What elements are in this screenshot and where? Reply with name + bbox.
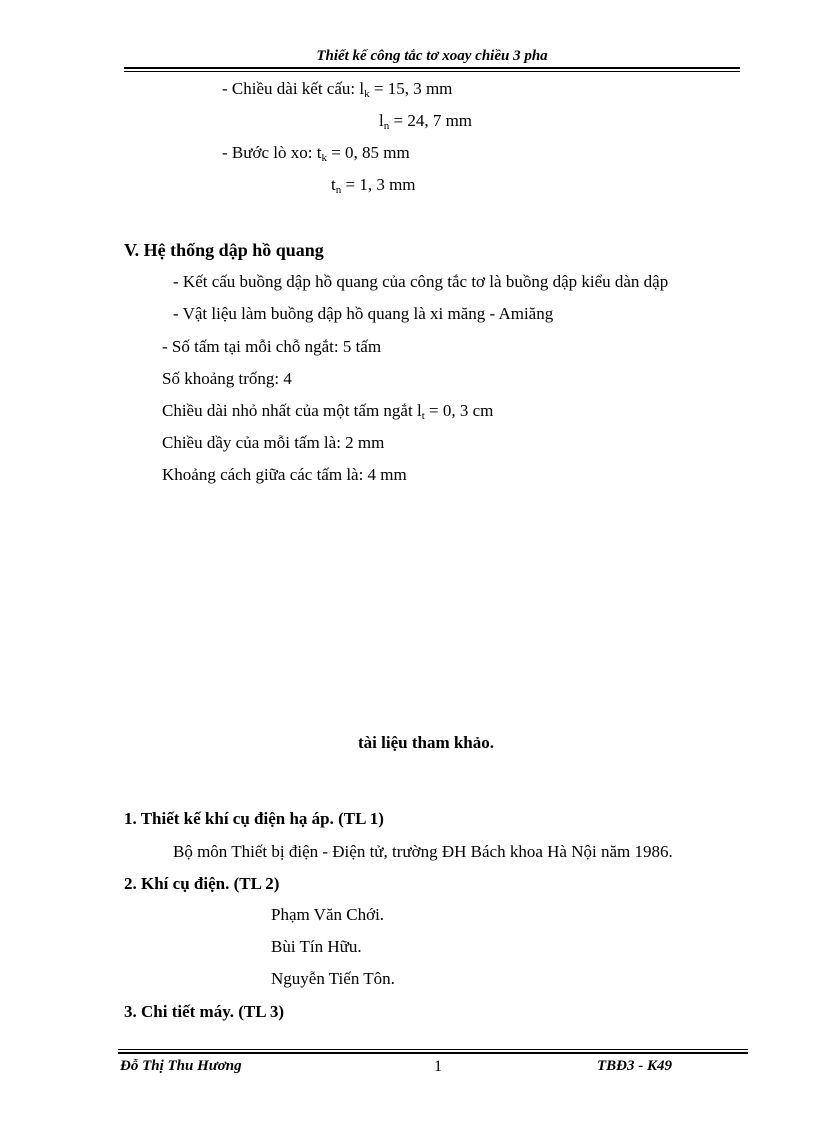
section5-heading: V. Hệ thống dập hồ quang [124,240,324,260]
ref3-title: 3. Chi tiết máy. (TL 3) [124,1002,285,1021]
spring-length-label: - Chiều dài kết cấu: [222,79,360,98]
header-rule-thin [124,71,740,72]
lt-symbol: l [416,401,422,420]
section5-line5-prefix: Chiều dài nhỏ nhất của một tấm ngắt [162,401,417,420]
section5-line3: - Số tấm tại mỗi chỗ ngắt: 5 tấm [162,337,382,356]
footer-page-number: 1 [434,1058,442,1075]
ref1-title: 1. Thiết kế khí cụ điện hạ áp. (TL 1) [124,809,384,828]
footer-author: Đỗ Thị Thu Hương [120,1058,242,1074]
header-rule [124,67,740,69]
ln-subscript: n [383,120,390,132]
references-title: tài liệu tham khảo. [358,733,495,752]
spring-pitch-label: - Bước lò xo: [222,143,317,162]
lt-subscript: t [421,410,425,422]
section5-line4: Số khoảng trống: 4 [162,369,292,388]
section5-line2: - Vật liệu làm buồng dập hồ quang là xi măng - Amiăng [173,304,554,323]
footer-rule-thin [118,1049,748,1050]
tn-symbol: t [331,175,336,194]
ln-symbol: l [379,111,384,130]
tn-subscript: n [335,184,342,196]
lk-subscript: k [364,88,370,100]
ref1-detail: Bộ môn Thiết bị điện - Điện tử, trường ĐH Bách khoa Hà Nội năm 1986. [173,842,673,861]
section5-line6: Chiều dầy của mỗi tấm là: 2 mm [162,433,385,452]
ref2-author: Nguyễn Tiến Tôn. [271,969,395,988]
tk-subscript: k [321,152,327,164]
tn-value: = 1, 3 mm [341,175,416,194]
lk-symbol: l [359,79,365,98]
ref2-author: Phạm Văn Chới. [271,905,385,924]
ref2-author: Bùi Tín Hữu. [271,937,362,956]
section5-line5 [162,401,493,422]
spring-ln-line [379,111,472,132]
header-title: Thiết kế công tắc tơ xoay chiều 3 pha [316,48,548,64]
lk-value: = 15, 3 mm [369,79,453,98]
footer-class: TBĐ3 - K49 [597,1058,672,1074]
section5-line1: - Kết cấu buồng dập hồ quang của công tắc tơ là buồng dập kiểu dàn dập [173,272,669,291]
spring-tn-line [331,175,416,196]
tk-symbol: t [316,143,322,162]
lt-value: = 0, 3 cm [424,401,494,420]
section5-line7: Khoảng cách giữa các tấm là: 4 mm [162,465,407,484]
ln-value: = 24, 7 mm [389,111,473,130]
tk-value: = 0, 85 mm [326,143,410,162]
ref2-title: 2. Khí cụ điện. (TL 2) [124,874,280,893]
footer-rule [118,1052,748,1054]
spring-length-line [222,79,452,100]
spring-pitch-line [222,143,410,164]
